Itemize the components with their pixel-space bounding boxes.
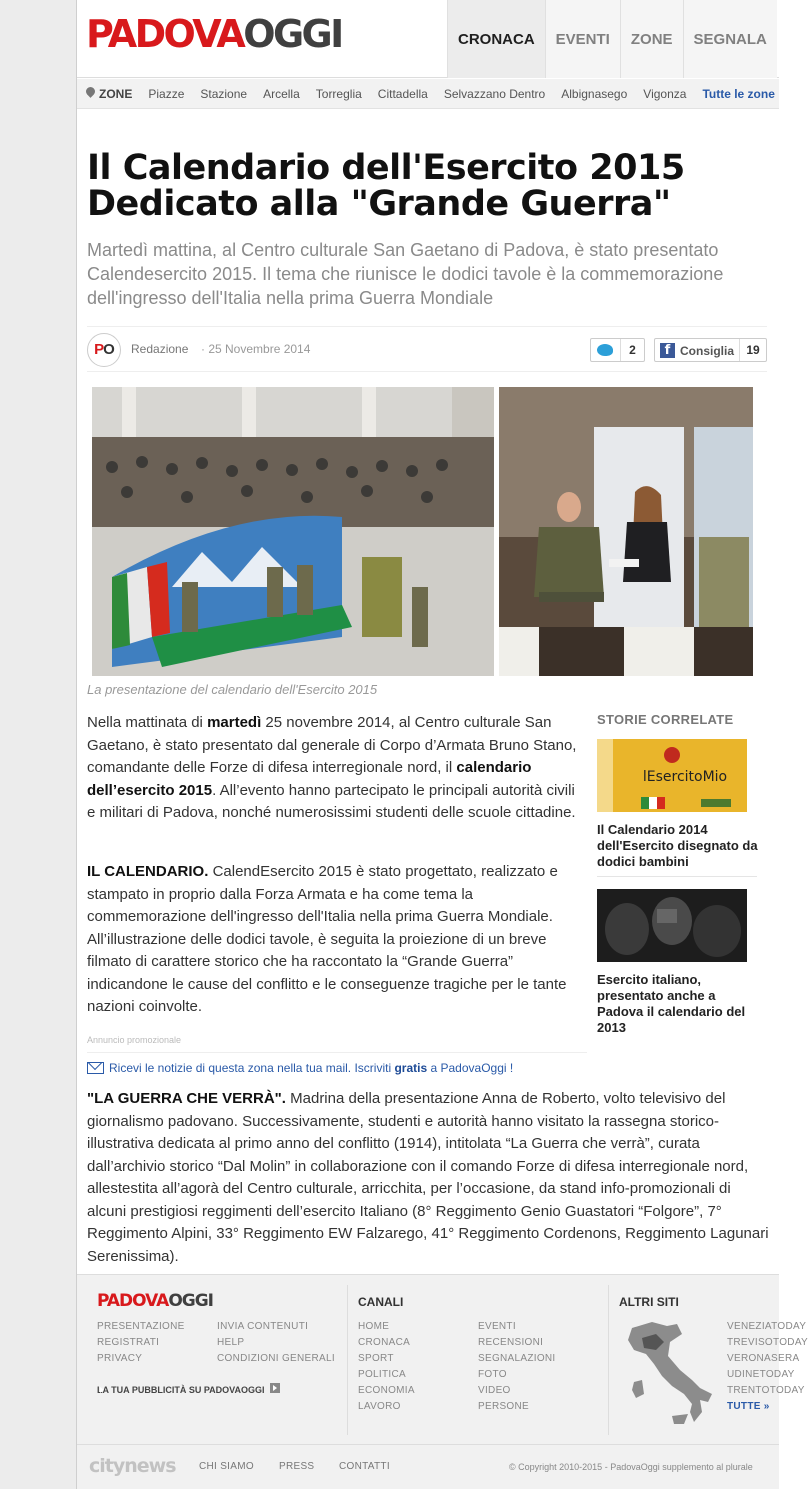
altri-siti-list [727, 1319, 808, 1415]
canali-link-eventi[interactable]: EVENTI [478, 1321, 516, 1332]
footer-link-privacy[interactable]: PRIVACY [97, 1353, 143, 1364]
facebook-f-icon: f [660, 343, 675, 358]
canali-link-persone[interactable]: PERSONE [478, 1401, 530, 1412]
newsletter-link[interactable] [87, 1052, 587, 1078]
canali-link-lavoro[interactable]: LAVORO [358, 1401, 401, 1412]
map-pin-icon [86, 87, 95, 100]
footer-links-col1 [97, 1319, 185, 1367]
canali-link-home[interactable]: HOME [358, 1321, 390, 1332]
facebook-like-label: Consiglia [680, 344, 735, 358]
avatar-letter-p: P [94, 341, 104, 358]
related-story-2-title[interactable]: Esercito italiano, presentato anche a Padova il calendario del 2013 [597, 972, 746, 1035]
copyright-text: © Copyright 2010-2015 - PadovaOggi supplemento al plurale [509, 1462, 753, 1472]
zone-link-piazze[interactable]: Piazze [148, 86, 185, 101]
newsletter-bold: gratis [394, 1061, 428, 1075]
altri-link-trento[interactable]: TRENTOTODAY [727, 1385, 805, 1396]
canali-col2 [478, 1319, 556, 1415]
altri-link-udine[interactable]: UDINETODAY [727, 1369, 795, 1380]
italy-map-icon[interactable] [622, 1320, 717, 1430]
related-story-2-image [597, 889, 747, 962]
related-story-1-thumb-text: lEsercitoMio [642, 769, 728, 785]
p1-text-c: . All’evento hanno partecipato le principali autorità civili e militari di Padova, nonché numerosissimi studenti delle scuole cittadine. [87, 781, 576, 821]
zones-bar [77, 79, 779, 109]
photo-crowd[interactable] [92, 387, 494, 676]
facebook-like-button[interactable] [654, 338, 767, 362]
p3-bold: "LA GUERRA CHE VERRÀ". [87, 1090, 286, 1107]
network-footer [77, 1444, 779, 1489]
nav-zone[interactable]: ZONE [620, 0, 683, 78]
canali-link-economia[interactable]: ECONOMIA [358, 1385, 415, 1396]
canali-link-foto[interactable]: FOTO [478, 1369, 507, 1380]
footer-divider-1 [347, 1285, 348, 1435]
zones-label: ZONE [99, 86, 133, 101]
photo-caption: La presentazione del calendario dell'Esercito 2015 [87, 682, 378, 697]
newsletter-text-b: a PadovaOggi ! [427, 1061, 514, 1075]
article-date: · 25 Novembre 2014 [201, 342, 311, 356]
all-zones-link[interactable]: Tutte le zone [702, 86, 775, 101]
article-subtitle: Martedì mattina, al Centro culturale San Gaetano di Padova, è stato presentato Calendesercito 2015. Il tema che riunisce le dodici tavole è la commemorazione dell'ingresso dell'Italia nella prima Guerra Mondiale [87, 240, 724, 308]
bottom-link-contatti[interactable]: CONTATTI [339, 1461, 390, 1472]
p1-bold-b: calendario dell’esercito 2015 [87, 759, 532, 799]
canali-link-cronaca[interactable]: CRONACA [358, 1337, 411, 1348]
canali-link-recensioni[interactable]: RECENSIONI [478, 1337, 544, 1348]
altri-link-venezia[interactable]: VENEZIATODAY [727, 1321, 807, 1332]
related-story-1-thumb[interactable] [597, 739, 747, 812]
canali-col1 [358, 1319, 415, 1415]
promo-label: Annuncio promozionale [87, 1035, 182, 1045]
zone-link-selvazzano[interactable]: Selvazzano Dentro [443, 86, 546, 101]
article-paragraph-1 [87, 712, 587, 825]
avatar-letter-o: O [103, 341, 114, 358]
related-stories-heading: STORIE CORRELATE [597, 712, 734, 727]
photo-stage-image [499, 387, 753, 676]
article-title-line2: Dedicato alla "Grande Guerra" [87, 184, 671, 224]
nav-segnala[interactable]: SEGNALA [683, 0, 777, 78]
related-story-1-image [597, 739, 747, 812]
left-gutter [0, 0, 77, 1489]
nav-cronaca[interactable]: CRONACA [447, 0, 545, 78]
footer-logo-padova: PADOVA [97, 1291, 169, 1311]
twitter-count: 2 [620, 339, 644, 361]
twitter-share-button[interactable] [590, 338, 645, 362]
arrow-right-icon [270, 1383, 280, 1393]
citynews-logo[interactable]: citynews [89, 1455, 176, 1477]
p1-text-b: 25 novembre 2014, al Centro culturale San Gaetano, è stato presentato dal generale di Corpo d’Armata Bruno Stano, comandante delle Forze di difesa interregionale nord, il [87, 714, 577, 776]
envelope-icon [87, 1062, 104, 1074]
zone-link-albignasego[interactable]: Albignasego [561, 86, 628, 101]
footer-advertising-link[interactable] [97, 1383, 280, 1395]
zone-link-torreglia[interactable]: Torreglia [315, 86, 362, 101]
canali-link-segnalazioni[interactable]: SEGNALAZIONI [478, 1353, 556, 1364]
author-avatar [87, 333, 121, 367]
twitter-bird-icon [597, 344, 613, 356]
related-stories [597, 712, 762, 1035]
article-title [87, 150, 767, 222]
related-story-1-title[interactable]: Il Calendario 2014 dell'Esercito disegnato da dodici bambini [597, 822, 758, 869]
content-column [77, 0, 808, 1489]
p1-text-a: Nella mattinata di [87, 714, 208, 731]
related-story-2-thumb[interactable] [597, 889, 747, 962]
altri-link-tutte[interactable]: TUTTE » [727, 1401, 770, 1412]
author-name[interactable]: Redazione [131, 342, 189, 356]
canali-link-video[interactable]: VIDEO [478, 1385, 511, 1396]
site-logo[interactable] [86, 14, 342, 54]
author-row [87, 326, 767, 372]
related-story-1[interactable] [597, 739, 762, 870]
footer-logo[interactable] [97, 1291, 213, 1311]
newsletter-text-a: Ricevi le notizie di questa zona nella tua mail. Iscriviti [109, 1061, 395, 1075]
footer-link-registrati[interactable]: REGISTRATI [97, 1337, 160, 1348]
footer-link-presentazione[interactable]: PRESENTAZIONE [97, 1321, 185, 1332]
bottom-link-press[interactable]: PRESS [279, 1461, 315, 1472]
footer-divider-2 [608, 1285, 609, 1435]
logo-part-padova: PADOVA [86, 12, 244, 56]
related-divider [597, 876, 757, 877]
footer-link-invia-contenuti[interactable]: INVIA CONTENUTI [217, 1321, 309, 1332]
photo-stage[interactable] [499, 387, 753, 676]
bottom-link-chi-siamo[interactable]: CHI SIAMO [199, 1461, 254, 1472]
zone-link-vigonza[interactable]: Vigonza [643, 86, 687, 101]
nav-eventi[interactable]: EVENTI [545, 0, 620, 78]
main-nav [447, 0, 777, 78]
photo-crowd-image [92, 387, 494, 676]
p2-text: CalendEsercito 2015 è stato progettato, realizzato e stampato in proprio dalla Forza Armata e ha come tema la commemorazione dell'ingresso dell'Italia nella prima Guerra Mondiale. All’illustrazione delle dodici tavole, è seguita la proiezione di un breve filmato di carattere storico che ha raccontato la “Grande Guerra” indicandone le cause del conflitto e le conseguenze tragiche per le tante nazioni coinvolte. [87, 863, 567, 1015]
altri-siti-heading: ALTRI SITI [619, 1295, 679, 1309]
p2-bold: IL CALENDARIO. [87, 863, 209, 880]
related-story-2[interactable] [597, 889, 762, 1036]
article-paragraph-3 [87, 1088, 773, 1268]
footer-links-col2 [217, 1319, 335, 1367]
site-header [77, 0, 779, 78]
altri-link-verona[interactable]: VERONASERA [727, 1353, 800, 1364]
article-title-line1: Il Calendario dell'Esercito 2015 [87, 148, 685, 188]
zone-link-cittadella[interactable]: Cittadella [377, 86, 428, 101]
p1-bold-a: martedì [207, 714, 262, 731]
zone-link-stazione[interactable]: Stazione [200, 86, 248, 101]
site-footer [77, 1274, 808, 1444]
zone-link-arcella[interactable]: Arcella [263, 86, 300, 101]
footer-link-condizioni[interactable]: CONDIZIONI GENERALI [217, 1353, 335, 1364]
article-paragraph-2 [87, 861, 587, 1019]
ad-link-text: LA TUA PUBBLICITÀ SU PADOVAOGGI [97, 1385, 265, 1395]
logo-part-oggi: OGGI [243, 12, 342, 56]
p3-text: Madrina della presentazione Anna de Roberto, volto televisivo del giornalismo padovano. Successivamente, studenti e autorità hanno visitato la rassegna storico-illustrativa dedicata al primo anno del conflitto (1914), intitolata “La Guerra che verrà”, curata dall’archivio storico “Dal Molin” in collaborazione con il comando Forze di difesa interregionale nord, allestestita all’agorà del Centro culturale, arricchita, per l’occasione, da stand info-promozionali di alcuni prestigiosi reggimenti dell’esercito Italiano (8° Reggimento Genio Guastatori “Folgore”, 7° Reggimento Alpini, 33° Reggimento EW Falzarego, 41° Reggimento Cordenons, Reggimento Lagunari Serenissima). [87, 1090, 769, 1265]
footer-link-help[interactable]: HELP [217, 1337, 245, 1348]
facebook-count: 19 [739, 339, 766, 361]
footer-logo-oggi: OGGI [168, 1291, 214, 1311]
altri-link-treviso[interactable]: TREVISOTODAY [727, 1337, 808, 1348]
canali-link-sport[interactable]: SPORT [358, 1353, 394, 1364]
canali-heading: CANALI [358, 1295, 404, 1309]
canali-link-politica[interactable]: POLITICA [358, 1369, 406, 1380]
